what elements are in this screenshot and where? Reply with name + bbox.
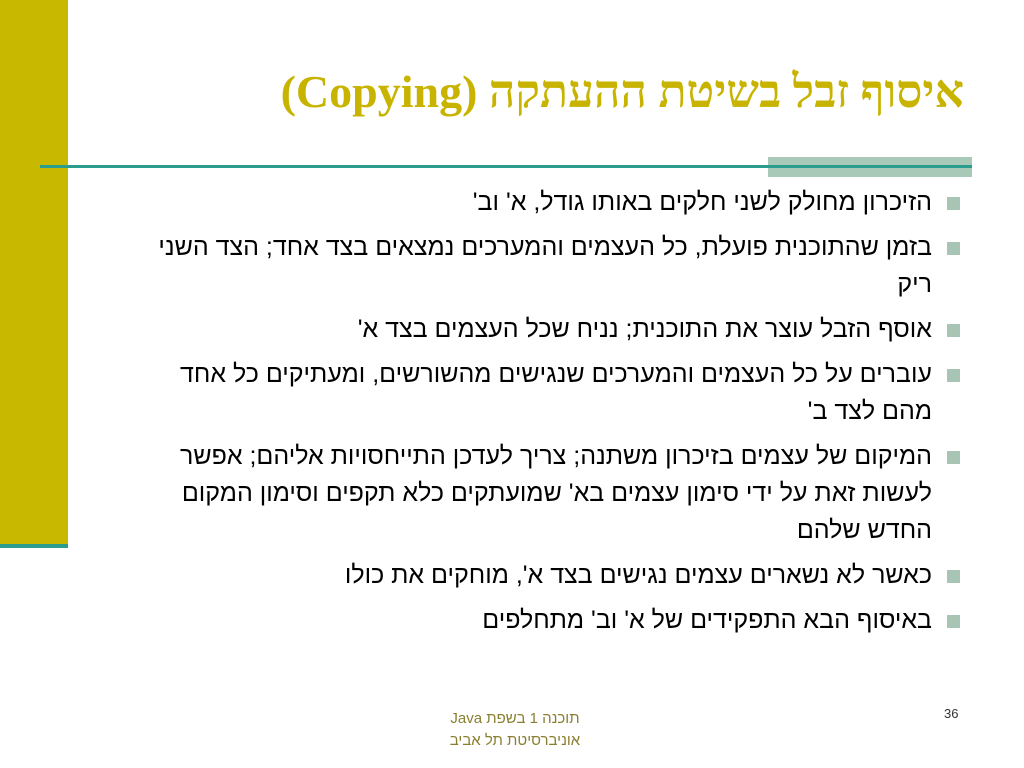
footer-course: תוכנה 1 בשפת Java xyxy=(450,710,580,727)
square-bullet-icon xyxy=(947,324,960,337)
list-item xyxy=(132,229,962,303)
slide-footer xyxy=(400,708,630,752)
square-bullet-icon xyxy=(947,570,960,583)
title-divider-block-line xyxy=(768,165,972,168)
bullet-text: עוברים על כל העצמים והמערכים שנגישים מהשורשים, ומעתיקים כל אחד מהם לצד ב' xyxy=(180,360,932,425)
square-bullet-icon xyxy=(947,451,960,464)
list-item xyxy=(132,438,962,549)
bullet-text: המיקום של עצמים בזיכרון משתנה; צריך לעדכן התייחסויות אליהם; אפשר לעשות זאת על ידי סימון עצמים בא' שמועתקים כלא תקפים וסימון המקום החדש שלהם xyxy=(179,442,932,544)
left-accent-line xyxy=(0,544,68,548)
bullet-text: הזיכרון מחולק לשני חלקים באותו גודל, א' וב' xyxy=(472,188,932,216)
square-bullet-icon xyxy=(947,615,960,628)
left-accent-bar xyxy=(0,0,68,544)
list-item xyxy=(132,557,962,594)
page-number: 36 xyxy=(944,706,959,721)
bullet-text: בזמן שהתוכנית פועלת, כל העצמים והמערכים נמצאים בצד אחד; הצד השני ריק xyxy=(158,233,932,298)
square-bullet-icon xyxy=(947,197,960,210)
bullet-text: אוסף הזבל עוצר את התוכנית; נניח שכל העצמים בצד א' xyxy=(357,315,932,343)
list-item xyxy=(132,356,962,430)
list-item xyxy=(132,311,962,348)
bullet-list xyxy=(132,184,962,647)
list-item xyxy=(132,184,962,221)
list-item xyxy=(132,602,962,639)
square-bullet-icon xyxy=(947,242,960,255)
square-bullet-icon xyxy=(947,369,960,382)
bullet-text: כאשר לא נשארים עצמים נגישים בצד א', מוחקים את כולו xyxy=(344,561,932,589)
bullet-text: באיסוף הבא התפקידים של א' וב' מתחלפים xyxy=(482,606,932,634)
slide-title: איסוף זבל בשיטת ההעתקה (Copying) xyxy=(280,66,964,117)
footer-university: אוניברסיטת תל אביב xyxy=(449,732,581,749)
